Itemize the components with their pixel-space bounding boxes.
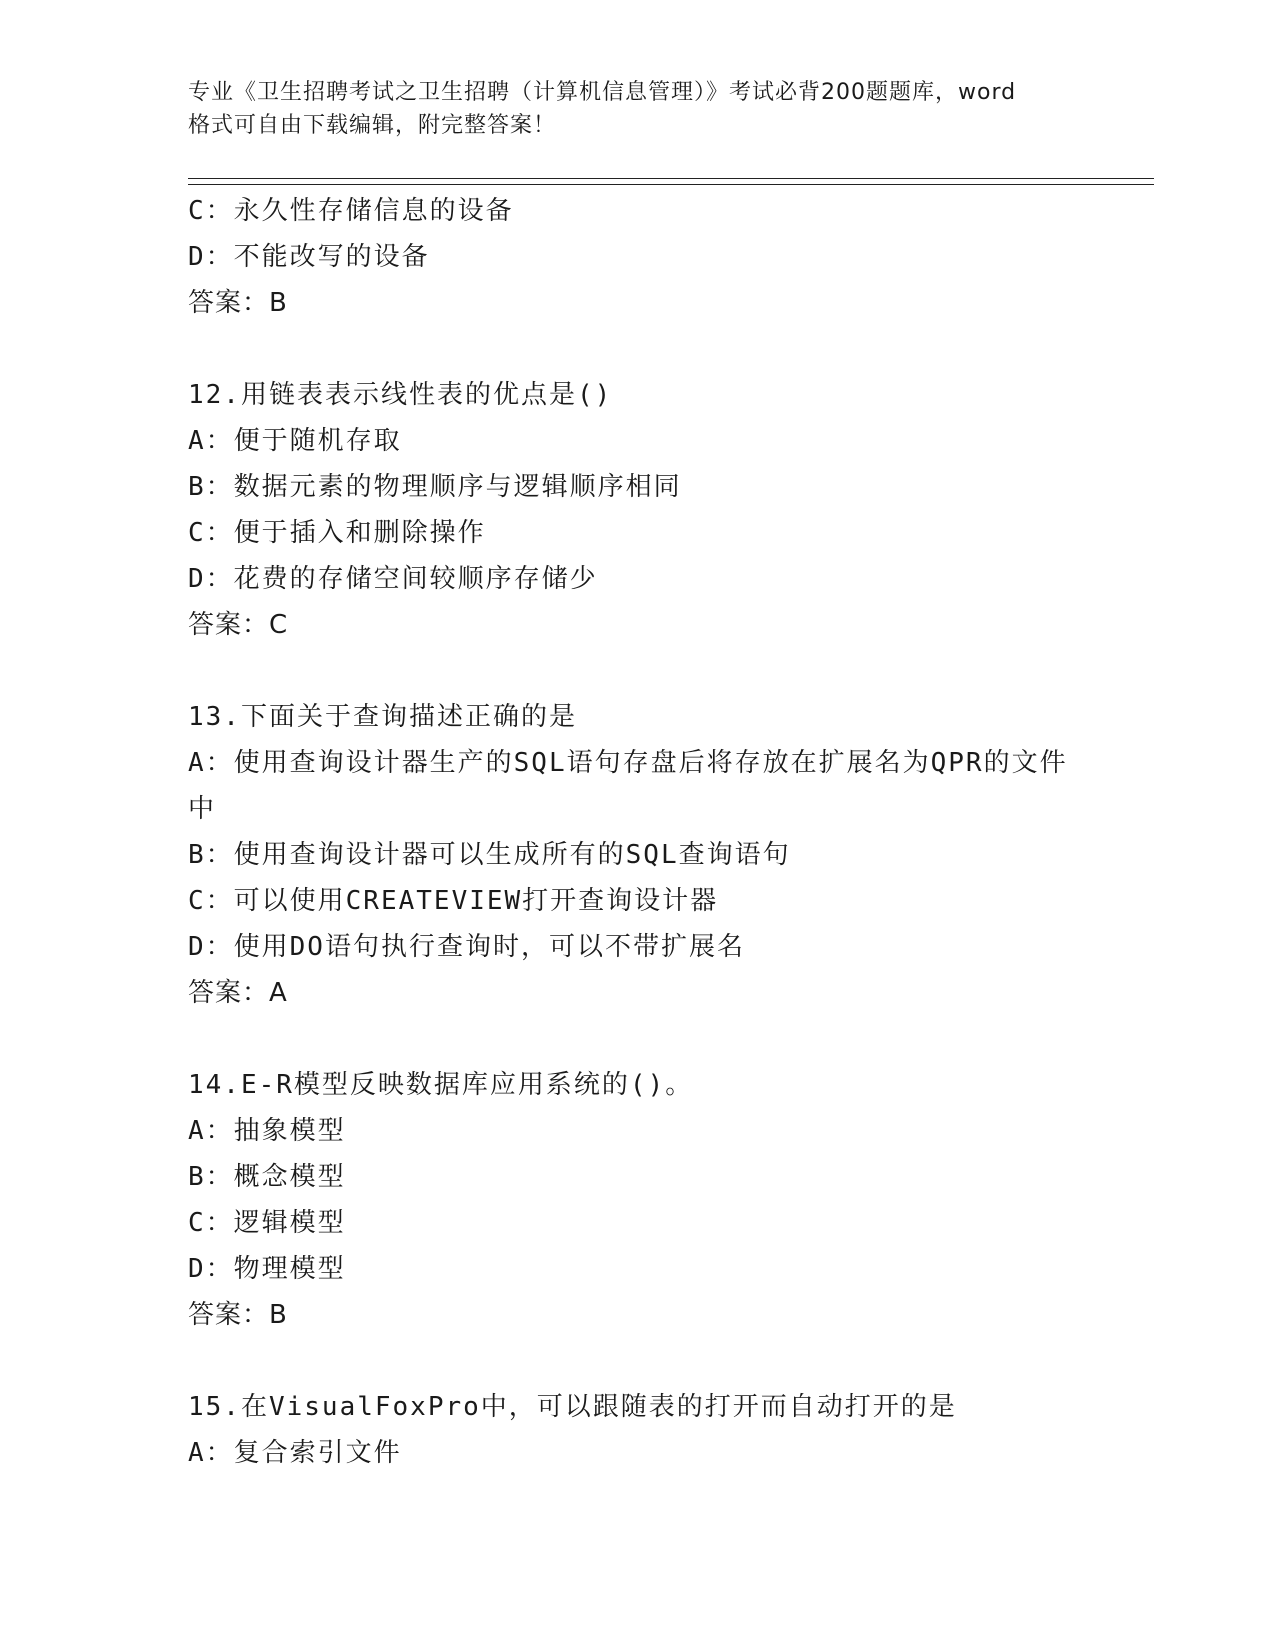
spacer: [188, 326, 1088, 372]
answer: 答案：C: [188, 610, 289, 640]
option-a: A：便于随机存取: [188, 426, 402, 456]
header-divider: [188, 178, 1154, 185]
option-b: B：使用查询设计器可以生成所有的SQL查询语句: [188, 840, 791, 870]
answer: 答案：A: [188, 978, 288, 1008]
option-a: A：抽象模型: [188, 1116, 346, 1146]
option-b: B：概念模型: [188, 1162, 346, 1192]
option-c: C：便于插入和删除操作: [188, 518, 486, 548]
header-line-1: 专业《卫生招聘考试之卫生招聘（计算机信息管理）》考试必背200题题库，word: [188, 80, 1017, 105]
question-stem: 15.在VisualFoxPro中，可以跟随表的打开而自动打开的是: [188, 1392, 957, 1422]
question-stem: 12.用链表表示线性表的优点是(): [188, 380, 613, 410]
answer: 答案：B: [188, 288, 288, 318]
spacer: [188, 648, 1088, 694]
question-12: [188, 372, 1088, 648]
document-header: [188, 76, 1088, 142]
option-d: D：不能改写的设备: [188, 242, 430, 272]
option-d: D：使用DO语句执行查询时，可以不带扩展名: [188, 932, 745, 962]
option-d: D：物理模型: [188, 1254, 346, 1284]
question-11-continued: [188, 188, 1088, 326]
question-13: [188, 694, 1088, 1016]
option-b: B：数据元素的物理顺序与逻辑顺序相同: [188, 472, 682, 502]
question-15: [188, 1384, 1088, 1476]
header-line-2: 格式可自由下载编辑，附完整答案！: [188, 113, 557, 138]
option-a: A：复合索引文件: [188, 1438, 402, 1468]
spacer: [188, 1338, 1088, 1384]
option-a: A：使用查询设计器生产的SQL语句存盘后将存放在扩展名为QPR的文件中: [188, 748, 1068, 824]
question-stem: 14.E-R模型反映数据库应用系统的()。: [188, 1070, 694, 1100]
option-c: C：可以使用CREATEVIEW打开查询设计器: [188, 886, 719, 916]
question-14: [188, 1062, 1088, 1338]
option-d: D：花费的存储空间较顺序存储少: [188, 564, 598, 594]
spacer: [188, 1016, 1088, 1062]
option-c: C：逻辑模型: [188, 1208, 346, 1238]
option-c: C：永久性存储信息的设备: [188, 196, 514, 226]
question-stem: 13.下面关于查询描述正确的是: [188, 702, 577, 732]
question-content: [188, 188, 1088, 1476]
answer: 答案：B: [188, 1300, 288, 1330]
